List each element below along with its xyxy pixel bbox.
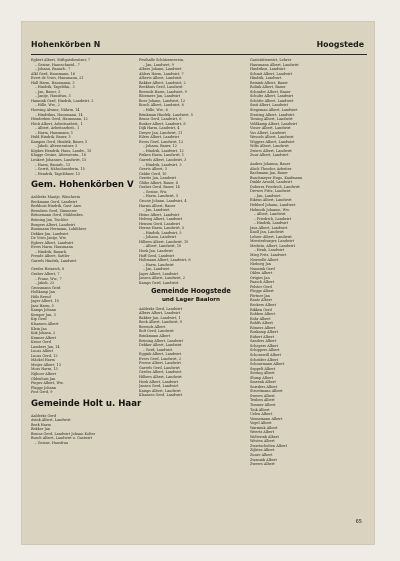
directory-entry: – Harm, Landwirt [143,262,174,267]
directory-entry: Zwartscholten Albert [250,443,288,448]
directory-entry: Brüning Jan, Tischler [31,217,69,222]
directory-entry: Post Gerd, 9 [31,390,53,395]
directory-entry: Klugge Gesine, Altersrentn., 16 [31,153,87,158]
directory-entry: Schröder Albert [250,357,279,362]
page-number: 65 [355,519,362,525]
section-subheading: und Lager Baalorn [161,296,221,303]
directory-entry: – Jakob, 22 [35,281,55,286]
directory-entry: Hoff Gerd, Landwirt [139,253,175,258]
directory-entry: Beek Harm [31,422,51,427]
directory-entry: Jans Harm, 5 [31,303,54,308]
directory-entry: Holtmann Albert, Landwirt, 6 [139,258,191,263]
directory-entry: Helmuth Johanne, Ww. [250,207,290,212]
directory-entry: – Harm, Hausmann, 1 [35,130,74,135]
directory-entry: Rohr Albert [250,316,271,321]
directory-entry: Neuwelle Albert [250,257,279,262]
directory-entry: Dekker Albert, Landwirt [139,343,182,348]
directory-entry: Egbers Albert, Landwirt [31,240,74,245]
directory-entry: Schuurmann Albert [250,362,285,367]
directory-entry: Garrels Gerd, Landwirt [139,365,180,370]
directory-entry: Hindrikus, Landwirt [250,67,286,72]
directory-entry: Jager Albert, 10 [31,299,59,304]
directory-entry: Schepers Albert [250,343,279,348]
directory-entry: Alsch Theodor, Arbeiter [250,166,292,171]
directory-entry: – Jan, Landwirt [143,267,170,272]
directory-entry: Schrader Albert, Bauer [250,89,291,94]
directory-entry: – Jantje, Hausfrau, 3 [35,94,71,99]
directory-entry: – Hindrik, Landwirt, 12 [143,148,184,153]
directory-entry: Smeenk Albert [250,380,276,385]
directory-entry: Glühe Albert, Bauer, 4 [139,180,178,185]
directory-entry: Mieg Fritz, Landwirt [250,252,287,257]
directory-entry: – Johann, Bauer, 12 [143,144,177,149]
directory-entry: Klaassen Albert [31,321,59,326]
directory-entry: Eikens Albert, Landwirt [250,198,292,203]
directory-entry: – Gesine, Hausfrau [35,441,69,446]
directory-entry: Kamps Gerd, Landwirt [139,280,179,285]
directory-entry: Hoek Jan, Landwirt [139,248,173,253]
directory-entry: Aalderks Gerd, Landwirt [139,306,183,311]
directory-entry: Evers Gerd, Landwirt, 12 [139,139,184,144]
directory-entry: – Albert, Arbeitsarbeit., 1 [35,126,80,131]
directory-entry: Sweers Albert [250,393,275,398]
directory-entry: Visser Albert, Landwirt [250,126,291,131]
directory-entry: Vennemann Albert [250,416,283,421]
directory-entry: Strating Albert, Landwirt [250,112,295,117]
directory-entry: Robben Albert [250,312,276,317]
directory-entry: Wessels Albert, Landwirt [250,135,294,140]
directory-entry: – Harm, Landwirt, 5 [143,194,179,199]
directory-entry: Garrels Albert, Landwirt, 3 [139,158,187,163]
directory-entry: Kamps Albert, Landwirt [139,388,181,393]
directory-entry: Jager Albert, Landwirt [139,271,179,276]
directory-entry: Schütte Albert, Landwirt [250,98,294,103]
directory-entry: Hausmann Albert, Landwirt [250,62,299,67]
directory-entry: Bruins Gerd, Landwirt Johann Kolter [31,431,96,436]
directory-entry: Siering Albert [250,371,275,376]
directory-entry: – Hendrik, Tagelöhner, 15 [35,171,81,176]
directory-entry: – Henk, Landwirt [254,248,285,253]
directory-entry: Knoll Jan, Landwirt [250,230,284,235]
directory-entry: Hönderken Gerd, Hausmann, 12 [31,117,88,122]
directory-entry: Ahlers Harm, Landwirt, 7 [139,71,184,76]
directory-entry: Veldkamp Albert, Landwirt [250,121,298,126]
directory-entry: Gerdes Heinrich, 8 [31,267,65,272]
directory-entry: Dreyer Jan, Landwirt, 11 [139,130,183,135]
directory-entry: Schulte Albert, Landwirt [250,94,294,99]
directory-entry: Berndsen Gerd, Zimmerer [31,208,77,213]
directory-entry: Zweers Albert [250,462,275,467]
directory-entry: Gaststättenwirt, Lehrer [250,58,292,62]
directory-entry: Snieders Albert [250,384,278,389]
directory-entry: Alkl Gerd, Hausmann, 16 [31,71,75,76]
directory-entry: Smit Albert, Landwirt [250,103,289,108]
directory-entry: Kramer Albert [31,335,57,340]
directory-entry: Timmer Albert [250,403,276,408]
directory-entry: Klein Jan [31,326,47,331]
directory-entry: Bachmann Jan, Bauer [250,171,288,176]
directory-entry: Holtkamp Jan [31,290,55,295]
directory-entry: Freude Albert, Sattler [31,254,70,259]
directory-entry: Hensen Gerd, Landwirt [139,221,180,226]
directory-entry: Wolterink Albert [250,434,279,439]
directory-entry: – Jan, Landwirt [254,193,281,198]
directory-entry: – Johann, Landwirt [143,235,176,240]
directory-entry: Zijlstra Albert [250,448,275,453]
directory-entry: Brinkman Hindrik, Landwirt, 5 [139,112,193,117]
directory-entry: Hebberl Johann, Landwirt [250,202,296,207]
directory-entry: Gerdes Albert, Landwirt [139,370,182,375]
directory-entry: Graber Albert, 7 [31,271,60,276]
directory-entry: Burgers Albert, Landwirt [31,222,75,227]
directory-entry: De Vries Jantje, Ww. [31,236,67,241]
directory-entry: Alberts Albert, Landwirt [139,76,182,81]
directory-entry: Hindrik, Landwirt [250,76,282,81]
directory-entry: Jansen Albert, Landwirt, 2 [139,276,185,281]
directory-entry: Bakker Albert, Landwirt, 2 [139,80,186,85]
directory-entry: Slump Albert [250,375,274,380]
directory-entry: Seppelt Albert [250,366,276,371]
directory-entry: Huld Hindrik, Bauer, 3 [31,135,71,140]
directory-column-1 [31,58,142,446]
directory-entry: – Albert, Landwirt, 10 [143,244,182,249]
directory-entry: Andres Johanna, Bauer [250,162,291,167]
directory-entry: Kampen Gerd, Hindrik, Bauer, 5 [31,139,88,144]
directory-entry: Aalderks Gerd [31,413,57,418]
running-header-left: Hohenkörben N [31,40,101,49]
running-header-right: Hoogstede [316,40,364,49]
directory-entry: Wiggers Albert, Landwirt [250,139,295,144]
directory-entry: – Jakob, Altersrentner, 5 [35,144,78,149]
directory-entry: Eggink Albert, Landwirt [139,352,182,357]
directory-column-2 [139,58,243,398]
section-heading: Gem. Hohenkörben V [31,180,134,191]
directory-entry: Busch Albert, Landwirt u. Gastwirt [31,436,93,441]
header-rule [31,54,367,55]
directory-entry: – Jan, Landwirt, 9 [143,62,174,67]
directory-entry: Grossmann Gerd [31,285,61,290]
directory-entry: Hoek Albert, Landwirt [139,379,179,384]
directory-entry: Brüning Albert, Landwirt [139,338,184,343]
directory-entry: Weertz Albert [250,430,275,435]
directory-entry: Festhalle Schützenverein, [139,58,185,62]
directory-entry: Eilers Albert, Landwirt [139,135,180,140]
directory-entry: Helweg Albert, Landwirt [139,217,183,222]
directory-entry: Dijk Harm, Landwirt, 4 [139,126,180,131]
directory-entry: Raatz Albert [250,298,272,303]
directory-entry: Moss Harm, 13 [31,367,58,372]
directory-entry: Lucas Albert [31,349,54,354]
directory-entry: Rikken Gerd [250,307,272,312]
directory-entry: Berends Harm, Landwirt, 9 [139,89,187,94]
directory-entry: Vogel Albert [250,421,272,426]
directory-entry: – Hindrik, Landwirt, 5 [143,230,182,235]
directory-entry: Köpkes Hendrik, Haus, Landw., 15 [31,148,92,153]
directory-entry: Kruse Gerd [31,340,51,345]
directory-entry: Berkhuis Hindrik, Gast- Anw. [31,204,82,209]
directory-entry: Lehrer Albert, Landwirt [250,234,292,239]
directory-entry: Tiesing Albert, Landwirt [250,117,293,122]
directory-entry: – Harm, Bauarb., 15 [35,162,71,167]
directory-entry: Brünemann Gerd, Mühlenbes. [31,213,84,218]
directory-entry: Römers Albert [250,325,276,330]
directory-entry: Zuur Albert, Landwirt [250,153,289,158]
directory-entry: Klaassen Gerd, Landwirt [139,393,183,398]
directory-entry: Lucas Gerd, 12 [31,353,58,358]
directory-entry: Plagge Johann [31,385,57,390]
directory-entry: Bruns Gerd, Landwirt, 6 [139,117,182,122]
directory-entry: Meesterburger, Landwirt [250,239,294,244]
directory-entry: Medwin, Albert, Landwirt [250,243,296,248]
directory-entry: – Hindrik, Landwirt [254,221,289,226]
directory-entry: – Gesine, Hausschneid., 7 [35,62,80,67]
directory-entry: Brinkmann Albert [139,334,171,339]
directory-entry: Evers Gerd, Landwirt, 2 [139,356,181,361]
directory-entry: Kemper Jan, 3 [31,312,56,317]
directory-entry: Stroetmann Albert [250,389,283,394]
directory-entry: Beek Albert, Landwirt, 9 [139,320,182,325]
directory-entry: Mäckel Harm [31,358,55,363]
section-heading: Gemeinde Hoogstede [151,287,231,296]
directory-entry: Pieper Albert, Ww. [31,381,64,386]
directory-entry: Kamps Johann [31,308,57,313]
directory-entry: Hoeving Alwine, Nährin, 14 [31,108,80,113]
directory-entry: Rübert Albert [250,334,274,339]
directory-entry: Höck Albert, Arbeitsarbeit., 1 [31,121,83,126]
directory-entry: Reinink Albert, Bauer [250,80,288,85]
directory-entry: Feiken Harm, Landwirt, 1 [139,153,185,158]
directory-entry: Garrels Hindrik, Landwirt [31,258,77,263]
directory-entry: Hannink Gerd, Hindrik, Landwirt, 2 [31,98,94,103]
directory-entry: Zwiers Albert, Landwirt [250,148,292,153]
directory-entry: – Hindrik, Landwirt, 3 [143,162,182,167]
directory-entry: Jaus Albert, Landwirt [250,225,288,230]
directory-entry: Reckers Albert [250,302,277,307]
directory-entry: Rohlfs Albert [250,321,273,326]
directory-entry: Freese Albert, Landwirt [139,361,181,366]
section-heading: Gemeinde Holt u. Haar [31,398,142,409]
directory-entry: Sanders Albert [250,339,277,344]
directory-entry: – Hindrik, Bauarb. [35,249,68,254]
directory-entry: Beekhuis Gerd, Landwirt [139,85,183,90]
directory-entry: Tuik Albert [250,407,270,412]
directory-entry: Buschmeyer Hugo, Kaufmann [250,175,303,180]
directory-entry: Vos Albert, Landwirt [250,130,286,135]
directory-entry: Bosch Albert, Landwirt, 6 [139,103,184,108]
directory-entry: Bussmann Hermann, Lokführer [31,227,87,232]
directory-entry: – Franz, Ww., 7 [35,276,62,281]
directory-entry: Zwanink Albert [250,457,277,462]
directory-entry: Schippers Albert [250,348,280,353]
directory-entry: Aalderks Maatje, Wäscherin [31,195,80,200]
directory-entry: Wösten Albert [250,439,275,444]
directory-entry: Oldenhuis Jan [31,376,56,381]
directory-entry: Hilbers Albert, Landwirt, 10 [139,239,189,244]
directory-entry: Avink Albert, Landwirt [31,418,71,423]
directory-entry: – Jan, Bauer, 3 [35,89,61,94]
directory-entry: Drewes Fritz, Landwirt [250,189,291,194]
directory-entry: Schmit Albert, Landwirt [250,71,293,76]
directory-entry: Wilts Albert, Landwirt [250,144,289,149]
directory-entry: Evers Harm, Hausmann [31,245,73,250]
directory-entry: Paasch Albert [250,280,275,285]
directory-entry: Rolink Albert, Bauer [250,85,286,90]
directory-entry: Kip Gerd [31,317,47,322]
directory-entry: – Albert, Landwirt [254,212,286,217]
directory-entry: Hüls Bernd [31,294,51,299]
directory-entry: Hilbers Albert, Landwirt [139,374,182,379]
directory-entry: – Gerrit, Nähschneiderin, 15 [35,167,85,172]
directory-entry: – Jan, Landwirt [143,208,170,213]
directory-entry: – Hindrik, Tagelöhn., 3 [35,85,75,90]
directory-entry: Schonewill Albert [250,353,281,357]
directory-entry: Uelen Albert [250,412,273,417]
directory-entry: – Gerd, Landwirt [143,347,173,352]
directory-entry: Doberra Friedrich, Landwirt [250,184,300,189]
directory-entry: Nieborg Jan [250,262,271,267]
directory-entry: Harms Albert, Bauer [139,203,176,208]
directory-entry: Jansen Gerd, Landwirt [139,384,179,389]
directory-entry: Bakker Jan, Landwirt, 1 [139,315,181,320]
directory-entry: Nunnink Gerd [250,266,275,271]
directory-entry: Ohlen Albert [250,271,273,276]
directory-entry: – Hindrikus, Hausmann, 14 [35,112,83,117]
directory-entry: Groote Johann, Landwirt, 4 [139,198,187,203]
directory-entry: Plegge Albert [250,289,274,294]
directory-entry: Albers Johann, Landwirt [139,67,182,72]
directory-entry: Stegeman Albert, Landwirt [250,108,298,113]
directory-entry: – Johann, Bauarb., 7 [35,67,71,72]
directory-entry: Busker Albert, Landwirt, 8 [139,121,186,126]
directory-entry: Ortgies Jan [250,275,270,280]
directory-entry: Kok Johann, 2 [31,331,56,336]
directory-entry: – Gesine, Ww. [143,189,168,194]
directory-entry: Meijer Albert, 13 [31,362,61,367]
directory-entry: – Hille, Ww., 2 [35,103,60,108]
directory-entry: Bolt Gerd, Landwirt [139,329,174,334]
directory-entry: Egbert Albert, Stiftgutsbesitzer, 7 [31,58,91,62]
directory-entry: Herms Harm, Landwirt, 5 [139,226,185,231]
directory-entry: – Hille, Ww., 6 [143,108,168,113]
directory-entry: Evert de Vries, Hausmann, 21 [31,76,84,81]
directory-entry: Albers Albert, Landwirt [139,311,181,316]
directory-entry: Dinkle Arnold, Landwirt [250,180,293,185]
directory-entry: Graber Gerd, Bauer, 14 [139,185,180,190]
directory-entry: Pelster Gerd [250,284,272,289]
directory-entry: Heine Albert, Landwirt [139,212,180,217]
directory-entry: Lambers Jan, 14 [31,344,60,349]
directory-entry: Roskamp Albert [250,330,278,335]
directory-entry: Beckmann Gerd, Landwirt [31,199,78,204]
directory-entry: Gerrits Jan, Landwirt [139,176,177,181]
directory-entry: Nijboer Albert [31,372,57,376]
directory-entry: – Friedrich, Landwirt [254,216,292,221]
directory-entry: Geerts Albert, 3 [139,167,167,172]
directory-entry: Bekker Jan [31,427,51,432]
directory-entry: Zuure Albert [250,453,273,458]
directory-entry: Teuben Albert [250,398,275,403]
directory-entry: Warmink Albert [250,425,278,430]
directory-entry: Bloemers Jan, Landwirt [139,94,181,99]
directory-entry: Pörtner Jan [250,293,270,298]
directory-entry: Hall Harm, Hausmann, 3 [31,80,75,85]
directory-entry: Leukert Johannes, Landwirt, 15 [31,158,87,163]
directory-entry: Berends Albert [139,324,166,329]
directory-entry: Dekker Jan, Landwirt [31,231,69,236]
directory-entry: Gebbe Gerd, 10 [139,171,167,176]
directory-column-3 [250,58,364,467]
directory-entry: Boer Johann, Landwirt, 12 [139,98,186,103]
